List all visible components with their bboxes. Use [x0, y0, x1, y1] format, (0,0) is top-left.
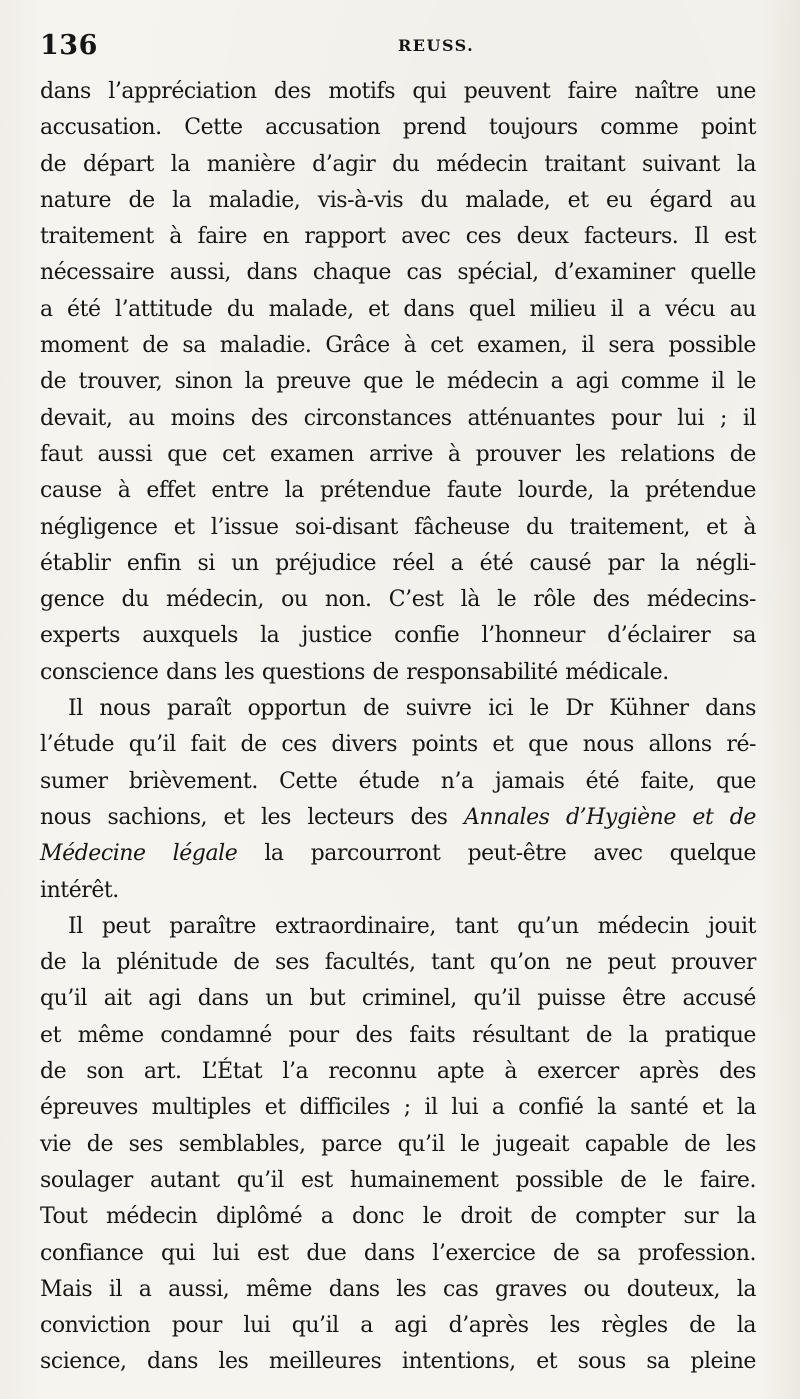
- body-text: [40, 74, 756, 1381]
- text-line: a été l’attitude du malade, et dans quel milieu il a vécu au: [40, 296, 756, 322]
- text-line: nécessaire aussi, dans chaque cas spécial, d’examiner quelle: [40, 260, 756, 286]
- text-line: traitement à faire en rapport avec ces deux facteurs. Il est: [40, 224, 756, 250]
- text-line: épreuves multiples et difficiles ; il lui a confié la santé et la: [40, 1095, 756, 1121]
- text-line: Mais il a aussi, même dans les cas graves ou douteux, la: [40, 1276, 756, 1302]
- text-line: de son art. L’État l’a reconnu apte à exercer après des: [40, 1059, 756, 1085]
- page-number: 136: [40, 30, 98, 61]
- text-line: qu’il ait agi dans un but criminel, qu’il puisse être accusé: [40, 986, 756, 1012]
- page-header: [40, 30, 760, 66]
- text-line: gence du médecin, ou non. C’est là le rôle des médecins-: [40, 587, 756, 613]
- text-line: soulager autant qu’il est humainement possible de le faire.: [40, 1167, 756, 1193]
- text-line: science, dans les meilleures intentions, et sous sa pleine: [40, 1349, 756, 1375]
- text-line: moment de sa maladie. Grâce à cet examen, il sera possible: [40, 333, 756, 359]
- text-line: confiance qui lui est due dans l’exercice de sa profession.: [40, 1240, 756, 1266]
- text-line: Il nous paraît opportun de suivre ici le Dr Kühner dans: [68, 696, 756, 722]
- journal-title-italic: Annales d’Hygiène et de: [463, 804, 756, 830]
- text-line: de trouver, sinon la preuve que le médecin a agi comme il le: [40, 369, 756, 395]
- text-line: [40, 836, 756, 872]
- text-line: dans l’appréciation des motifs qui peuvent faire naître une: [40, 79, 756, 104]
- text-line: Il peut paraître extraordinaire, tant qu’un médecin jouit: [68, 913, 756, 939]
- text-line: nature de la maladie, vis-à-vis du malade, et eu égard au: [40, 187, 756, 213]
- journal-title-italic: Médecine légale: [40, 841, 238, 867]
- text-line: négligence et l’issue soi-disant fâcheuse du traitement, et à: [40, 514, 756, 540]
- text-line: de la plénitude de ses facultés, tant qu’on ne peut prouver: [40, 950, 756, 976]
- text-line: Tout médecin diplômé a donc le droit de compter sur la: [40, 1204, 756, 1230]
- text-line: accusation. Cette accusation prend toujours comme point: [40, 115, 756, 141]
- text-line: conscience dans les questions de responsabilité médicale.: [40, 659, 669, 685]
- text-line: de départ la manière d’agir du médecin traitant suivant la: [40, 151, 756, 177]
- text-line: [40, 800, 756, 836]
- text-line: l’étude qu’il fait de ces divers points et que nous allons ré-: [40, 732, 756, 758]
- text-line: établir enfin si un préjudice réel a été causé par la négli-: [40, 550, 756, 576]
- text-line: experts auxquels la justice confie l’honneur d’éclairer sa: [40, 623, 756, 649]
- text-line: devait, au moins des circonstances atténuantes pour lui ; il: [40, 405, 756, 431]
- text-line: intérêt.: [40, 877, 119, 903]
- running-head: REUSS.: [398, 36, 475, 55]
- text-line: conviction pour lui qu’il a agi d’après les règles de la: [40, 1313, 756, 1339]
- text-line: et même condamné pour des faits résultant de la pratique: [40, 1022, 756, 1048]
- text-line: faut aussi que cet examen arrive à prouver les relations de: [40, 441, 756, 467]
- text-line: sumer brièvement. Cette étude n’a jamais été faite, que: [40, 768, 756, 794]
- text-line: cause à effet entre la prétendue faute lourde, la prétendue: [40, 478, 756, 504]
- text-segment: la parcourront peut-être avec quelque: [264, 841, 757, 867]
- text-line: vie de ses semblables, parce qu’il le jugeait capable de les: [40, 1131, 756, 1157]
- text-segment: nous sachions, et les lecteurs des: [40, 804, 448, 830]
